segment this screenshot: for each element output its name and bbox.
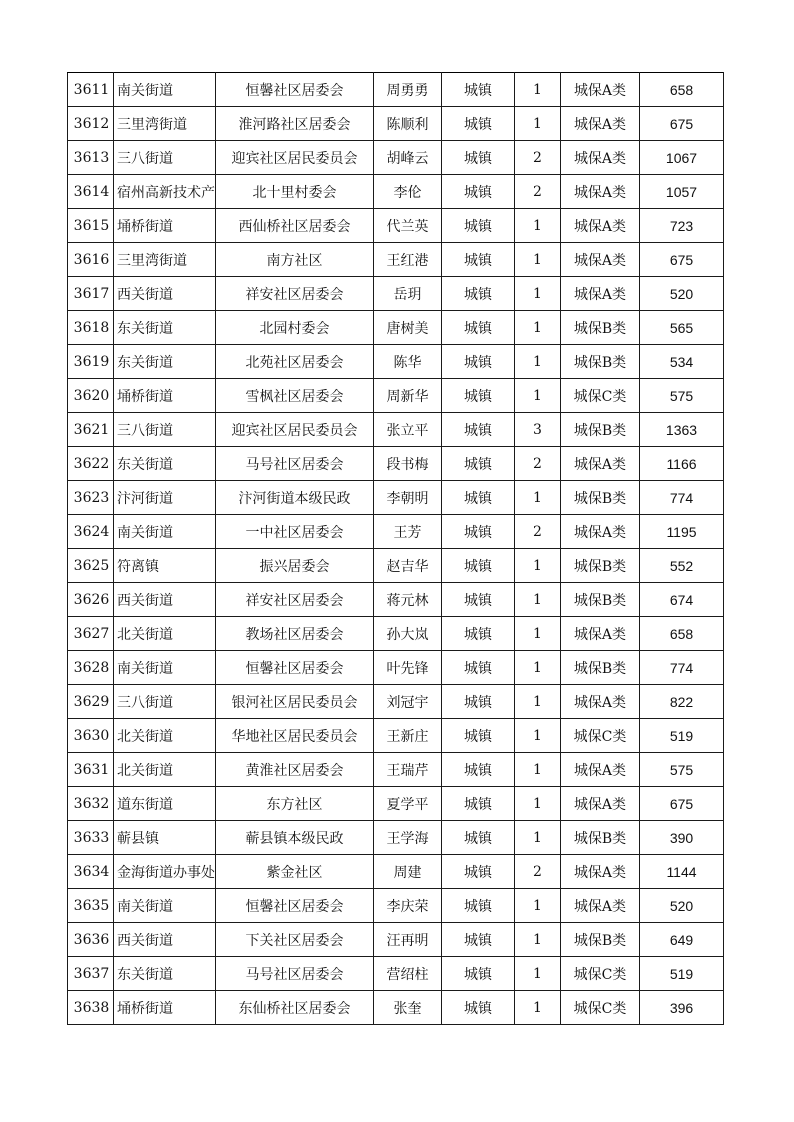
street-cell: 北关街道 [114,753,216,787]
area-type-cell: 城镇 [442,821,515,855]
row-number-cell: 3626 [68,583,114,617]
table-row [68,413,724,447]
table-row [68,889,724,923]
name-cell: 李朝明 [374,481,442,515]
table-row [68,243,724,277]
table-row [68,481,724,515]
street-cell: 东关街道 [114,957,216,991]
household-count-cell: 1 [515,991,561,1025]
amount-cell: 552 [640,549,724,583]
row-number-cell: 3623 [68,481,114,515]
amount-cell: 534 [640,345,724,379]
table-row [68,787,724,821]
amount-cell: 1057 [640,175,724,209]
name-cell: 汪再明 [374,923,442,957]
name-cell: 代兰英 [374,209,442,243]
row-number-cell: 3613 [68,141,114,175]
area-type-cell: 城镇 [442,685,515,719]
name-cell: 夏学平 [374,787,442,821]
area-type-cell: 城镇 [442,175,515,209]
household-count-cell: 1 [515,719,561,753]
category-cell: 城保A类 [561,889,640,923]
street-cell: 西关街道 [114,277,216,311]
community-cell: 迎宾社区居民委员会 [216,141,374,175]
category-cell: 城保A类 [561,617,640,651]
row-number-cell: 3622 [68,447,114,481]
community-cell: 祥安社区居委会 [216,277,374,311]
row-number-cell: 3629 [68,685,114,719]
table-row [68,617,724,651]
area-type-cell: 城镇 [442,617,515,651]
row-number-cell: 3637 [68,957,114,991]
table-row [68,447,724,481]
row-number-cell: 3634 [68,855,114,889]
community-cell: 华地社区居民委员会 [216,719,374,753]
table-row [68,991,724,1025]
household-count-cell: 1 [515,651,561,685]
table-row [68,855,724,889]
area-type-cell: 城镇 [442,277,515,311]
household-count-cell: 2 [515,855,561,889]
category-cell: 城保B类 [561,923,640,957]
category-cell: 城保A类 [561,855,640,889]
amount-cell: 649 [640,923,724,957]
name-cell: 段书梅 [374,447,442,481]
household-count-cell: 1 [515,379,561,413]
street-cell: 西关街道 [114,583,216,617]
row-number-cell: 3621 [68,413,114,447]
row-number-cell: 3636 [68,923,114,957]
street-cell: 西关街道 [114,923,216,957]
area-type-cell: 城镇 [442,889,515,923]
area-type-cell: 城镇 [442,753,515,787]
row-number-cell: 3635 [68,889,114,923]
category-cell: 城保A类 [561,107,640,141]
area-type-cell: 城镇 [442,413,515,447]
street-cell: 埇桥街道 [114,991,216,1025]
category-cell: 城保B类 [561,583,640,617]
amount-cell: 1195 [640,515,724,549]
household-count-cell: 1 [515,311,561,345]
household-count-cell: 1 [515,549,561,583]
amount-cell: 675 [640,787,724,821]
street-cell: 埇桥街道 [114,379,216,413]
amount-cell: 675 [640,243,724,277]
row-number-cell: 3615 [68,209,114,243]
amount-cell: 674 [640,583,724,617]
amount-cell: 723 [640,209,724,243]
row-number-cell: 3638 [68,991,114,1025]
household-count-cell: 1 [515,685,561,719]
street-cell: 金海街道办事处 [114,855,216,889]
name-cell: 王新庄 [374,719,442,753]
street-cell: 三八街道 [114,413,216,447]
community-cell: 紫金社区 [216,855,374,889]
street-cell: 东关街道 [114,311,216,345]
community-cell: 银河社区居民委员会 [216,685,374,719]
street-cell: 符离镇 [114,549,216,583]
row-number-cell: 3611 [68,73,114,107]
category-cell: 城保C类 [561,719,640,753]
household-count-cell: 2 [515,447,561,481]
name-cell: 孙大岚 [374,617,442,651]
table-row [68,651,724,685]
area-type-cell: 城镇 [442,447,515,481]
community-cell: 迎宾社区居民委员会 [216,413,374,447]
name-cell: 陈华 [374,345,442,379]
name-cell: 赵吉华 [374,549,442,583]
community-cell: 北苑社区居委会 [216,345,374,379]
name-cell: 蒋元林 [374,583,442,617]
area-type-cell: 城镇 [442,311,515,345]
category-cell: 城保C类 [561,991,640,1025]
household-count-cell: 1 [515,277,561,311]
category-cell: 城保A类 [561,73,640,107]
category-cell: 城保B类 [561,345,640,379]
name-cell: 张奎 [374,991,442,1025]
household-count-cell: 1 [515,617,561,651]
category-cell: 城保B类 [561,481,640,515]
row-number-cell: 3632 [68,787,114,821]
household-count-cell: 1 [515,957,561,991]
community-cell: 马号社区居委会 [216,957,374,991]
name-cell: 叶先锋 [374,651,442,685]
amount-cell: 1067 [640,141,724,175]
name-cell: 唐树美 [374,311,442,345]
household-count-cell: 1 [515,107,561,141]
amount-cell: 565 [640,311,724,345]
community-cell: 恒馨社区居委会 [216,889,374,923]
row-number-cell: 3617 [68,277,114,311]
row-number-cell: 3631 [68,753,114,787]
amount-cell: 575 [640,753,724,787]
table-row [68,753,724,787]
amount-cell: 658 [640,617,724,651]
street-cell: 道东街道 [114,787,216,821]
community-cell: 淮河路社区居委会 [216,107,374,141]
area-type-cell: 城镇 [442,379,515,413]
area-type-cell: 城镇 [442,107,515,141]
category-cell: 城保B类 [561,821,640,855]
community-cell: 南方社区 [216,243,374,277]
amount-cell: 519 [640,719,724,753]
category-cell: 城保A类 [561,515,640,549]
amount-cell: 658 [640,73,724,107]
area-type-cell: 城镇 [442,855,515,889]
name-cell: 张立平 [374,413,442,447]
community-cell: 汴河街道本级民政 [216,481,374,515]
street-cell: 汴河街道 [114,481,216,515]
table-row [68,311,724,345]
table-row [68,583,724,617]
area-type-cell: 城镇 [442,991,515,1025]
category-cell: 城保A类 [561,141,640,175]
street-cell: 北关街道 [114,719,216,753]
street-cell: 埇桥街道 [114,209,216,243]
amount-cell: 1144 [640,855,724,889]
table-row [68,175,724,209]
table-row [68,515,724,549]
household-count-cell: 1 [515,73,561,107]
community-cell: 北十里村委会 [216,175,374,209]
name-cell: 王学海 [374,821,442,855]
community-cell: 一中社区居委会 [216,515,374,549]
category-cell: 城保A类 [561,787,640,821]
household-count-cell: 2 [515,515,561,549]
category-cell: 城保A类 [561,209,640,243]
community-cell: 恒馨社区居委会 [216,651,374,685]
amount-cell: 519 [640,957,724,991]
area-type-cell: 城镇 [442,957,515,991]
name-cell: 刘冠宇 [374,685,442,719]
table-row [68,821,724,855]
area-type-cell: 城镇 [442,651,515,685]
row-number-cell: 3612 [68,107,114,141]
table-row [68,685,724,719]
table-row [68,73,724,107]
street-cell: 三里湾街道 [114,107,216,141]
table-row [68,107,724,141]
category-cell: 城保C类 [561,379,640,413]
household-count-cell: 1 [515,209,561,243]
area-type-cell: 城镇 [442,787,515,821]
row-number-cell: 3624 [68,515,114,549]
area-type-cell: 城镇 [442,583,515,617]
amount-cell: 1166 [640,447,724,481]
street-cell: 南关街道 [114,889,216,923]
household-count-cell: 3 [515,413,561,447]
household-count-cell: 1 [515,923,561,957]
community-cell: 雪枫社区居委会 [216,379,374,413]
household-count-cell: 2 [515,175,561,209]
row-number-cell: 3620 [68,379,114,413]
community-cell: 马号社区居委会 [216,447,374,481]
row-number-cell: 3619 [68,345,114,379]
community-cell: 振兴居委会 [216,549,374,583]
name-cell: 周建 [374,855,442,889]
category-cell: 城保B类 [561,311,640,345]
row-number-cell: 3618 [68,311,114,345]
street-cell: 蕲县镇 [114,821,216,855]
street-cell: 三八街道 [114,685,216,719]
community-cell: 恒馨社区居委会 [216,73,374,107]
area-type-cell: 城镇 [442,719,515,753]
amount-cell: 1363 [640,413,724,447]
area-type-cell: 城镇 [442,923,515,957]
amount-cell: 520 [640,889,724,923]
category-cell: 城保A类 [561,685,640,719]
area-type-cell: 城镇 [442,549,515,583]
row-number-cell: 3627 [68,617,114,651]
name-cell: 胡峰云 [374,141,442,175]
name-cell: 营绍柱 [374,957,442,991]
street-cell: 南关街道 [114,515,216,549]
community-cell: 教场社区居委会 [216,617,374,651]
household-count-cell: 1 [515,481,561,515]
street-cell: 三里湾街道 [114,243,216,277]
household-count-cell: 1 [515,821,561,855]
table-row [68,549,724,583]
row-number-cell: 3630 [68,719,114,753]
amount-cell: 396 [640,991,724,1025]
table-row [68,957,724,991]
amount-cell: 675 [640,107,724,141]
table-row [68,379,724,413]
name-cell: 周勇勇 [374,73,442,107]
street-cell: 南关街道 [114,651,216,685]
street-cell: 三八街道 [114,141,216,175]
table-row [68,141,724,175]
community-cell: 东方社区 [216,787,374,821]
name-cell: 李庆荣 [374,889,442,923]
amount-cell: 390 [640,821,724,855]
table-row [68,277,724,311]
household-count-cell: 1 [515,889,561,923]
amount-cell: 520 [640,277,724,311]
area-type-cell: 城镇 [442,481,515,515]
name-cell: 岳玥 [374,277,442,311]
amount-cell: 774 [640,481,724,515]
community-cell: 下关社区居委会 [216,923,374,957]
community-cell: 蕲县镇本级民政 [216,821,374,855]
name-cell: 王瑞芹 [374,753,442,787]
row-number-cell: 3633 [68,821,114,855]
name-cell: 王芳 [374,515,442,549]
household-count-cell: 2 [515,141,561,175]
community-cell: 祥安社区居委会 [216,583,374,617]
area-type-cell: 城镇 [442,345,515,379]
area-type-cell: 城镇 [442,141,515,175]
community-cell: 北园村委会 [216,311,374,345]
category-cell: 城保A类 [561,243,640,277]
street-cell: 宿州高新技术产 [114,175,216,209]
table-row [68,719,724,753]
row-number-cell: 3628 [68,651,114,685]
amount-cell: 575 [640,379,724,413]
category-cell: 城保B类 [561,413,640,447]
household-count-cell: 1 [515,753,561,787]
category-cell: 城保A类 [561,175,640,209]
category-cell: 城保A类 [561,753,640,787]
name-cell: 周新华 [374,379,442,413]
row-number-cell: 3614 [68,175,114,209]
household-count-cell: 1 [515,583,561,617]
area-type-cell: 城镇 [442,243,515,277]
street-cell: 东关街道 [114,345,216,379]
table-row [68,923,724,957]
community-cell: 东仙桥社区居委会 [216,991,374,1025]
household-count-cell: 1 [515,345,561,379]
category-cell: 城保B类 [561,549,640,583]
community-cell: 西仙桥社区居委会 [216,209,374,243]
household-count-cell: 1 [515,787,561,821]
name-cell: 王红港 [374,243,442,277]
area-type-cell: 城镇 [442,209,515,243]
category-cell: 城保A类 [561,277,640,311]
table-row [68,345,724,379]
table-row [68,209,724,243]
category-cell: 城保B类 [561,651,640,685]
beneficiary-table [67,72,724,1025]
street-cell: 南关街道 [114,73,216,107]
name-cell: 李伦 [374,175,442,209]
street-cell: 北关街道 [114,617,216,651]
amount-cell: 822 [640,685,724,719]
household-count-cell: 1 [515,243,561,277]
category-cell: 城保C类 [561,957,640,991]
area-type-cell: 城镇 [442,515,515,549]
community-cell: 黄淮社区居委会 [216,753,374,787]
row-number-cell: 3625 [68,549,114,583]
category-cell: 城保A类 [561,447,640,481]
street-cell: 东关街道 [114,447,216,481]
amount-cell: 774 [640,651,724,685]
area-type-cell: 城镇 [442,73,515,107]
name-cell: 陈顺利 [374,107,442,141]
row-number-cell: 3616 [68,243,114,277]
